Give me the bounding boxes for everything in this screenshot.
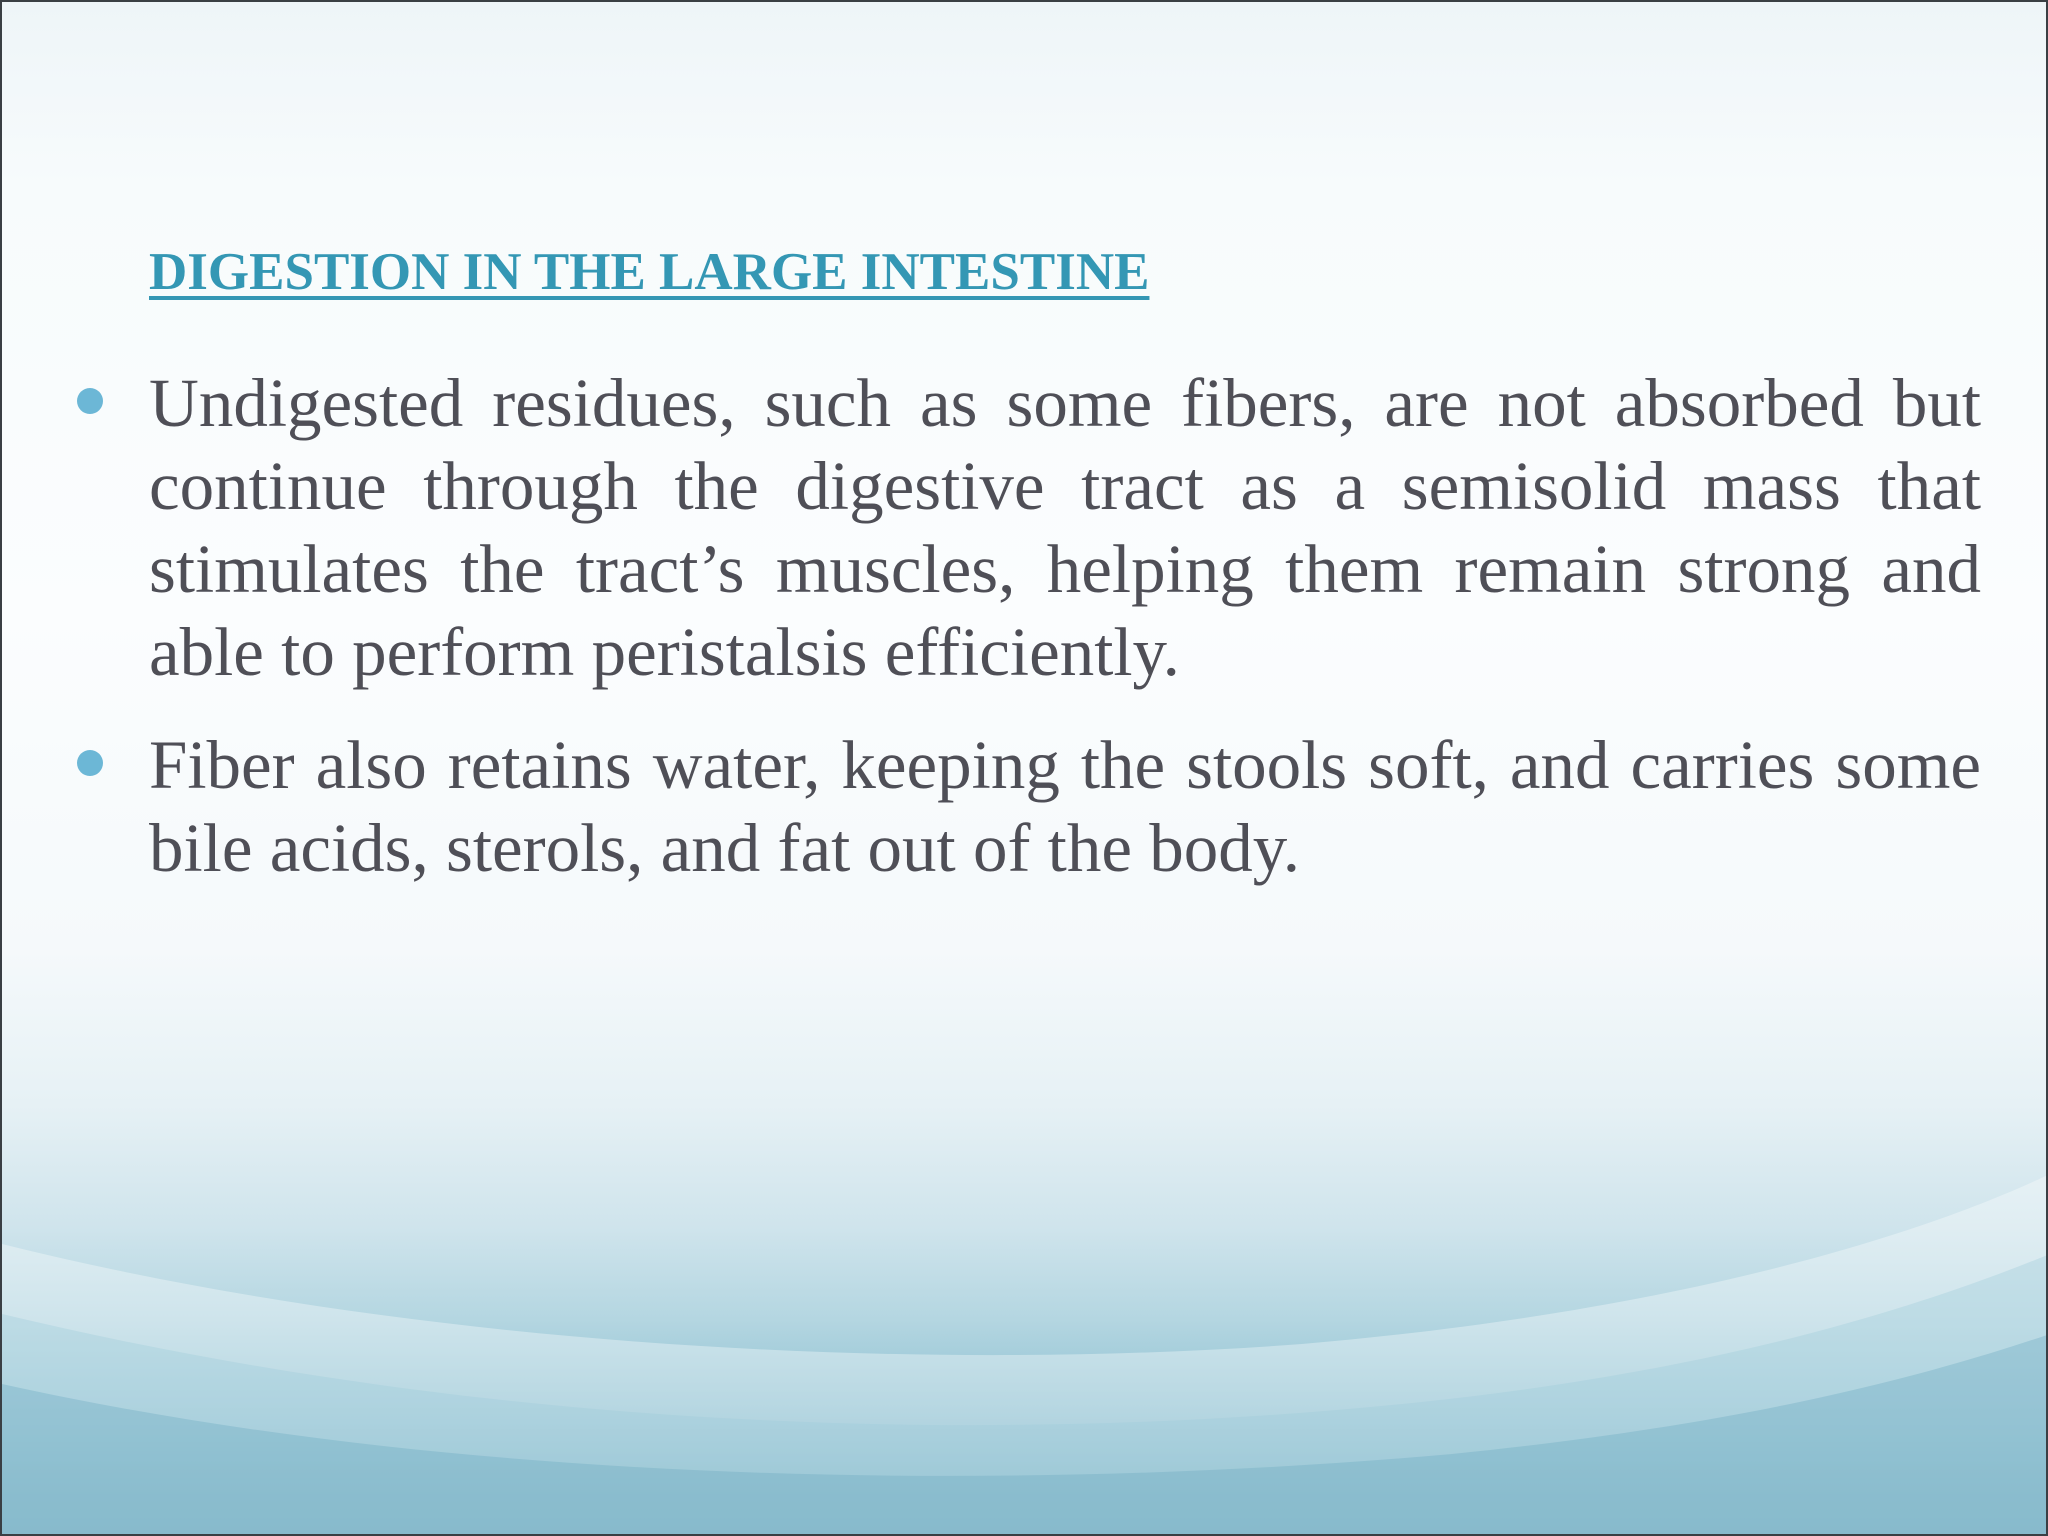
bullet-list [2, 362, 2048, 920]
bullet-item [2, 724, 2048, 890]
bullet-text: Undigested residues, such as some fibers, are not absorbed but continue through the digestive tract as a semisolid mass that stimulates the tract’s muscles, helping them remain strong and able to perform peristalsis efficiently. [149, 365, 1981, 690]
bullet-dot-icon [77, 388, 103, 414]
bullet-text: Fiber also retains water, keeping the stools soft, and carries some bile acids, sterols, and fat out of the body. [149, 727, 1981, 886]
slide-title: DIGESTION IN THE LARGE INTESTINE [149, 243, 1150, 301]
decorative-wave-background [2, 1014, 2048, 1534]
bullet-dot-icon [77, 750, 103, 776]
bullet-item [2, 362, 2048, 694]
